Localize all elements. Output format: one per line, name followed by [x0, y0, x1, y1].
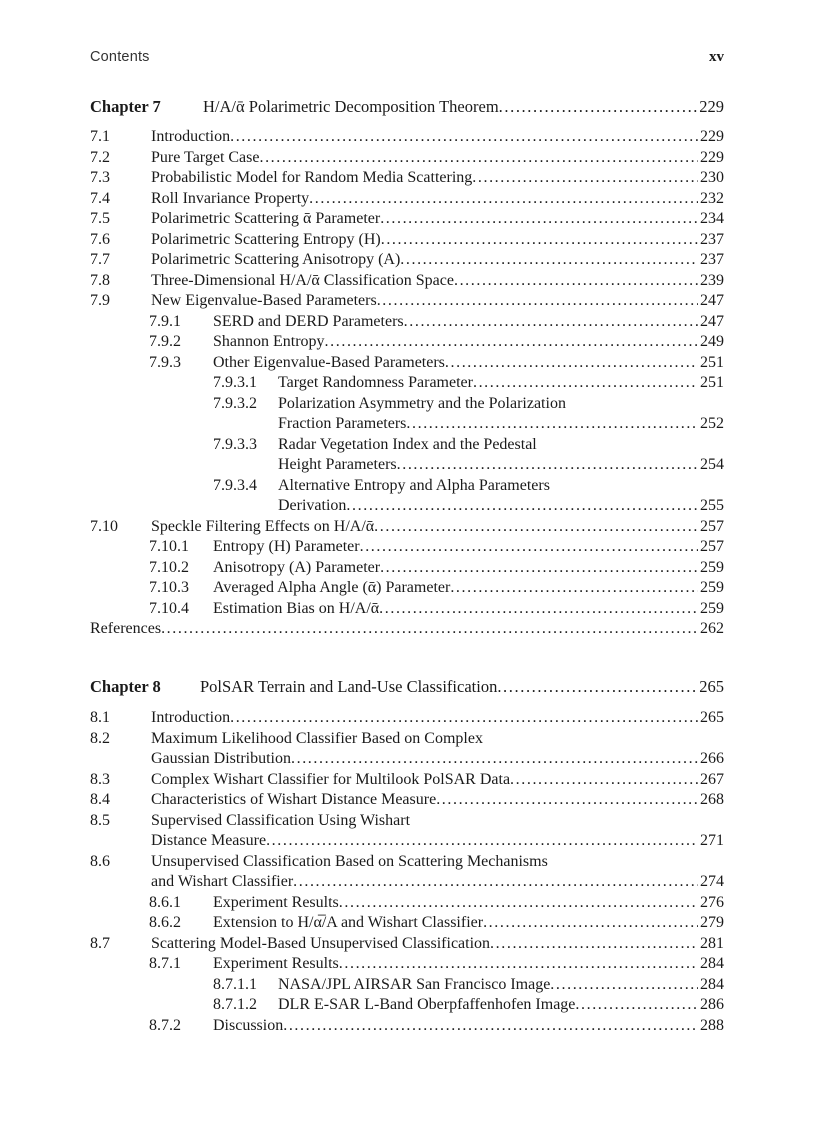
- chapter-heading[interactable]: [90, 677, 724, 697]
- dot-leader: [575, 995, 698, 1015]
- dot-leader: [490, 934, 698, 954]
- page-number: 271: [700, 832, 724, 849]
- toc-entry[interactable]: [90, 230, 724, 250]
- dot-leader: [377, 291, 698, 311]
- toc-entry[interactable]: [90, 250, 724, 270]
- entry-title: Speckle Filtering Effects on H/A/ᾱ: [151, 518, 375, 535]
- dot-leader: [406, 414, 698, 434]
- entry-title: Complex Wishart Classifier for Multilook PolSAR Data: [151, 771, 511, 788]
- toc-entry[interactable]: [90, 148, 724, 168]
- dot-leader: [510, 770, 698, 790]
- dot-leader: [259, 148, 698, 168]
- toc-entry[interactable]: [90, 455, 724, 475]
- entry-title: Alternative Entropy and Alpha Parameters: [278, 477, 550, 494]
- dot-leader: [380, 558, 698, 578]
- page-number: 229: [699, 97, 724, 116]
- entry-title: Maximum Likelihood Classifier Based on Complex: [151, 730, 483, 747]
- toc-entry[interactable]: [90, 291, 724, 311]
- entry-title: Fraction Parameters: [278, 415, 407, 432]
- entry-title: Probabilistic Model for Random Media Scattering: [151, 169, 473, 186]
- entry-title: Height Parameters: [278, 456, 397, 473]
- page-number: 288: [700, 1017, 724, 1034]
- toc-entry[interactable]: [90, 729, 724, 749]
- toc-entry[interactable]: [90, 934, 724, 954]
- entry-title: Radar Vegetation Index and the Pedestal: [278, 436, 537, 453]
- toc-entry[interactable]: [90, 537, 724, 557]
- toc-entry[interactable]: [90, 599, 724, 619]
- toc-entry[interactable]: [90, 954, 724, 974]
- section-number: 7.10.1: [149, 538, 189, 555]
- page-number: 257: [700, 538, 724, 555]
- toc-entry[interactable]: [90, 189, 724, 209]
- toc-entry[interactable]: [90, 373, 724, 393]
- section-number: 7.10.2: [149, 559, 189, 576]
- toc-entry[interactable]: [90, 893, 724, 913]
- entry-title: Polarimetric Scattering Entropy (H): [151, 231, 381, 248]
- section-number: 7.9.3.1: [213, 374, 257, 391]
- running-head-title: Contents: [90, 49, 150, 65]
- entry-title: Shannon Entropy: [213, 333, 325, 350]
- toc-entry[interactable]: [90, 271, 724, 291]
- dot-leader: [291, 749, 698, 769]
- page-number: 279: [700, 914, 724, 931]
- dot-leader: [381, 230, 698, 250]
- page-number: 274: [700, 873, 724, 890]
- toc-entry[interactable]: [90, 913, 724, 933]
- entry-title: and Wishart Classifier: [151, 873, 294, 890]
- toc-entry[interactable]: [90, 312, 724, 332]
- page-number: 259: [700, 559, 724, 576]
- page-number: 251: [700, 354, 724, 371]
- toc-entry[interactable]: [90, 476, 724, 496]
- section-number: 8.6: [90, 853, 110, 870]
- page-number: 229: [700, 149, 724, 166]
- entry-title: Introduction: [151, 128, 231, 145]
- section-number: 8.6.1: [149, 894, 181, 911]
- entry-title: New Eigenvalue-Based Parameters: [151, 292, 377, 309]
- section-number: 7.9.3.2: [213, 395, 257, 412]
- toc-entry[interactable]: [90, 790, 724, 810]
- entry-title: Unsupervised Classification Based on Scattering Mechanisms: [151, 853, 548, 870]
- entry-title: Anisotropy (A) Parameter: [213, 559, 381, 576]
- toc-entry[interactable]: [90, 619, 724, 639]
- dot-leader: [445, 353, 698, 373]
- entry-title: Experiment Results: [213, 955, 339, 972]
- section-number: 7.10.3: [149, 579, 189, 596]
- section-number: 7.10: [90, 518, 118, 535]
- entry-title: Three-Dimensional H/A/ᾱ Classification Space: [151, 272, 454, 289]
- page-number: 232: [700, 190, 724, 207]
- chapter-heading[interactable]: [90, 97, 724, 117]
- dot-leader: [379, 599, 698, 619]
- toc-entry[interactable]: [90, 435, 724, 455]
- toc-entry[interactable]: [90, 558, 724, 578]
- entry-title: DLR E-SAR L-Band Oberpfaffenhofen Image: [278, 996, 576, 1013]
- toc-entry[interactable]: [90, 394, 724, 414]
- dot-leader: [346, 496, 698, 516]
- chapter-label: Chapter 7: [90, 97, 161, 116]
- entry-title: Supervised Classification Using Wishart: [151, 812, 411, 829]
- section-number: 8.7.1.2: [213, 996, 257, 1013]
- entry-title: Polarimetric Scattering Anisotropy (A): [151, 251, 401, 268]
- page-number: 251: [700, 374, 724, 391]
- section-number: 7.4: [90, 190, 110, 207]
- toc-entry[interactable]: [90, 852, 724, 872]
- dot-leader: [380, 209, 698, 229]
- dot-leader: [283, 1016, 698, 1036]
- dot-leader: [360, 537, 698, 557]
- page-number: 281: [700, 935, 724, 952]
- entry-title: Entropy (H) Parameter: [213, 538, 360, 555]
- section-number: 7.9: [90, 292, 110, 309]
- toc-entry[interactable]: [90, 770, 724, 790]
- entry-title: Distance Measure: [151, 832, 267, 849]
- section-number: 8.7.1: [149, 955, 181, 972]
- entry-title: PolSAR Terrain and Land-Use Classification: [200, 677, 498, 696]
- dot-leader: [483, 913, 698, 933]
- entry-title: Averaged Alpha Angle (ᾱ) Parameter: [213, 579, 451, 596]
- toc-entry[interactable]: [90, 749, 724, 769]
- section-number: 8.7.2: [149, 1017, 181, 1034]
- page-number: 237: [700, 231, 724, 248]
- entry-title: Experiment Results: [213, 894, 339, 911]
- dot-leader: [309, 189, 698, 209]
- toc-entry[interactable]: [90, 517, 724, 537]
- dot-leader: [293, 872, 698, 892]
- dot-leader: [397, 455, 698, 475]
- section-number: 7.9.3.3: [213, 436, 257, 453]
- page-number: 265: [700, 709, 724, 726]
- entry-title: Scattering Model-Based Unsupervised Classification: [151, 935, 491, 952]
- entry-title: Gaussian Distribution: [151, 750, 291, 767]
- dot-leader: [339, 893, 698, 913]
- page-number: 230: [700, 169, 724, 186]
- section-number: 7.1: [90, 128, 110, 145]
- dot-leader: [161, 619, 698, 639]
- page-number: 276: [700, 894, 724, 911]
- entry-title: Roll Invariance Property: [151, 190, 310, 207]
- toc-entry[interactable]: [90, 975, 724, 995]
- page-number: 229: [700, 128, 724, 145]
- page-number: 254: [700, 456, 724, 473]
- dot-leader: [404, 312, 698, 332]
- page-number: 268: [700, 791, 724, 808]
- toc-entry[interactable]: [90, 872, 724, 892]
- entry-title: Characteristics of Wishart Distance Measure: [151, 791, 437, 808]
- entry-title: References: [90, 620, 162, 637]
- section-number: 8.7.1.1: [213, 976, 257, 993]
- page-number: 265: [699, 677, 724, 696]
- toc-entry[interactable]: [90, 578, 724, 598]
- page-number: 267: [700, 771, 724, 788]
- toc-entry[interactable]: [90, 168, 724, 188]
- entry-title: Introduction: [151, 709, 231, 726]
- section-number: 7.9.3: [149, 354, 181, 371]
- page-number: 234: [700, 210, 724, 227]
- dot-leader: [450, 578, 698, 598]
- running-head: [90, 49, 724, 69]
- dot-leader: [550, 975, 698, 995]
- dot-leader: [266, 831, 698, 851]
- toc-entry[interactable]: [90, 831, 724, 851]
- entry-title: Extension to H/α̅/A and Wishart Classifier: [213, 914, 484, 931]
- chapter-label: Chapter 8: [90, 677, 161, 696]
- entry-title: Polarization Asymmetry and the Polarization: [278, 395, 566, 412]
- entry-title: H/A/ᾱ Polarimetric Decomposition Theorem: [203, 97, 499, 116]
- page-number: 259: [700, 600, 724, 617]
- entry-title: Estimation Bias on H/A/ᾱ: [213, 600, 380, 617]
- section-number: 7.9.1: [149, 313, 181, 330]
- entry-title: NASA/JPL AIRSAR San Francisco Image: [278, 976, 551, 993]
- section-number: 8.3: [90, 771, 110, 788]
- entry-title: Polarimetric Scattering ᾱ Parameter: [151, 210, 381, 227]
- section-number: 8.1: [90, 709, 110, 726]
- page-number: xv: [709, 49, 724, 65]
- section-number: 7.8: [90, 272, 110, 289]
- section-number: 8.2: [90, 730, 110, 747]
- section-number: 7.2: [90, 149, 110, 166]
- dot-leader: [472, 168, 698, 188]
- toc-entry[interactable]: [90, 209, 724, 229]
- toc-entry[interactable]: [90, 811, 724, 831]
- dot-leader: [400, 250, 698, 270]
- dot-leader: [339, 954, 698, 974]
- toc-entry[interactable]: [90, 127, 724, 147]
- dot-leader: [374, 517, 698, 537]
- entry-title: Derivation: [278, 497, 347, 514]
- toc-entry[interactable]: [90, 496, 724, 516]
- section-number: 8.6.2: [149, 914, 181, 931]
- entry-title: SERD and DERD Parameters: [213, 313, 404, 330]
- dot-leader: [325, 332, 698, 352]
- page-number: 237: [700, 251, 724, 268]
- section-number: 7.6: [90, 231, 110, 248]
- section-number: 7.3: [90, 169, 110, 186]
- page-number: 247: [700, 313, 724, 330]
- page-number: 262: [700, 620, 724, 637]
- page-number: 266: [700, 750, 724, 767]
- page-number: 284: [700, 976, 724, 993]
- section-number: 8.4: [90, 791, 110, 808]
- dot-leader: [436, 790, 698, 810]
- page-number: 284: [700, 955, 724, 972]
- dot-leader: [454, 271, 698, 291]
- entry-title: Other Eigenvalue-Based Parameters: [213, 354, 445, 371]
- page-number: 255: [700, 497, 724, 514]
- section-number: 8.7: [90, 935, 110, 952]
- page-number: 249: [700, 333, 724, 350]
- section-number: 7.9.3.4: [213, 477, 257, 494]
- page-number: 252: [700, 415, 724, 432]
- toc-entry[interactable]: [90, 414, 724, 434]
- toc-entry[interactable]: [90, 995, 724, 1015]
- toc-entry[interactable]: [90, 353, 724, 373]
- section-number: 8.5: [90, 812, 110, 829]
- toc-entry[interactable]: [90, 332, 724, 352]
- section-number: 7.9.2: [149, 333, 181, 350]
- toc-entry[interactable]: [90, 708, 724, 728]
- dot-leader: [230, 127, 698, 147]
- page-number: 259: [700, 579, 724, 596]
- entry-title: Target Randomness Parameter: [278, 374, 473, 391]
- entry-title: Pure Target Case: [151, 149, 260, 166]
- section-number: 7.7: [90, 251, 110, 268]
- dot-leader: [497, 677, 697, 697]
- page-number: 247: [700, 292, 724, 309]
- dot-leader: [473, 373, 698, 393]
- dot-leader: [499, 97, 698, 117]
- section-number: 7.10.4: [149, 600, 189, 617]
- page-number: 286: [700, 996, 724, 1013]
- toc-entry[interactable]: [90, 1016, 724, 1036]
- dot-leader: [230, 708, 698, 728]
- section-number: 7.5: [90, 210, 110, 227]
- page-number: 239: [700, 272, 724, 289]
- page-number: 257: [700, 518, 724, 535]
- entry-title: Discussion: [213, 1017, 284, 1034]
